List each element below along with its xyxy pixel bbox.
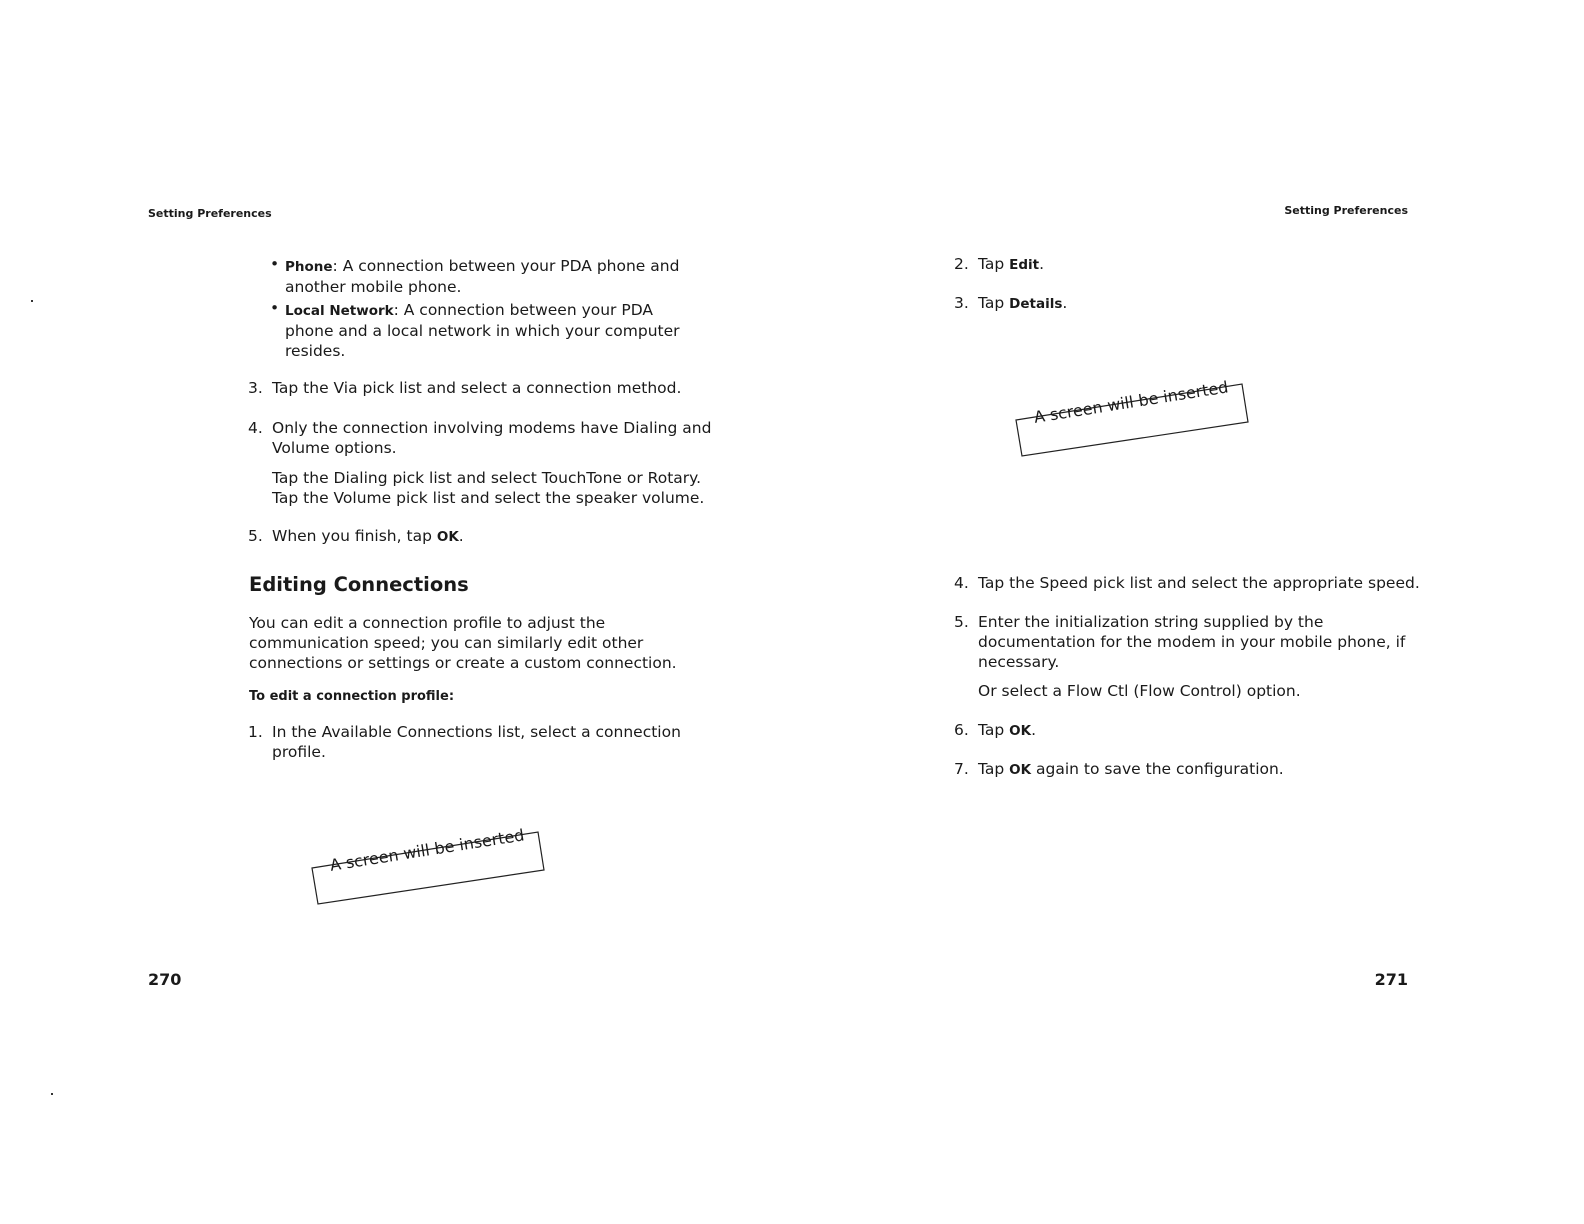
proc-step-1: [248, 722, 688, 762]
right-step-4: [954, 573, 1424, 593]
step-bold-term: Edit: [1009, 257, 1040, 273]
bullet-text: A connection between your PDA phone and a local network in which your computer resides.: [285, 301, 680, 360]
placeholder-text: A screen will be inserted: [328, 825, 526, 875]
bullet-phone: [270, 256, 710, 297]
step-number: 5.: [954, 613, 969, 631]
right-page-number: 271: [1374, 970, 1408, 989]
right-running-header: Setting Preferences: [1284, 204, 1408, 217]
step-suffix: .: [458, 527, 464, 545]
left-running-header: Setting Preferences: [148, 207, 272, 220]
step-bold-term: OK: [436, 529, 459, 545]
bullet-local-network: [270, 300, 690, 361]
step-text: Tap: [978, 721, 1010, 739]
step-number: 6.: [954, 721, 969, 739]
step-suffix: .: [1039, 255, 1045, 273]
bullet-marker: •: [270, 255, 280, 273]
step-note: Tap the Dialing pick list and select TouchTone or Rotary. Tap the Volume pick list and select the speaker volume.: [272, 469, 705, 507]
step-number: 7.: [954, 760, 969, 778]
bullet-label: Local Network: [285, 303, 394, 319]
step-number: 5.: [248, 527, 263, 545]
step-bold-term: OK: [1009, 762, 1032, 778]
screen-placeholder: [308, 826, 552, 906]
step-suffix: again to save the configuration.: [1031, 760, 1284, 778]
bullet-marker: •: [270, 299, 280, 317]
scan-mark: [31, 300, 33, 302]
step-note: Or select a Flow Ctl (Flow Control) option.: [978, 682, 1301, 700]
step-text: Tap: [978, 255, 1010, 273]
step-number: 4.: [248, 419, 263, 437]
screen-placeholder: [1012, 378, 1256, 458]
scan-mark: [51, 1093, 53, 1095]
step-suffix: .: [1062, 294, 1068, 312]
left-step-5: [248, 526, 718, 547]
step-number: 3.: [954, 294, 969, 312]
bullet-colon: :: [393, 301, 399, 319]
step-number: 1.: [248, 723, 263, 741]
placeholder-text: A screen will be inserted: [1032, 377, 1230, 427]
bullet-text: A connection between your PDA phone and another mobile phone.: [285, 257, 680, 296]
bullet-label: Phone: [285, 259, 333, 275]
step-text: In the Available Connections list, select a connection profile.: [272, 723, 681, 761]
right-step-7: [954, 759, 1394, 780]
step-text: When you finish, tap: [272, 527, 437, 545]
section-title: Editing Connections: [249, 573, 469, 596]
bullet-colon: :: [332, 257, 338, 275]
right-step-5: [954, 612, 1414, 701]
step-number: 2.: [954, 255, 969, 273]
step-text: Tap: [978, 294, 1010, 312]
step-bold-term: OK: [1009, 723, 1032, 739]
right-step-3: [954, 293, 1394, 314]
left-page-number: 270: [148, 970, 182, 989]
left-step-4: [248, 418, 718, 508]
step-number: 4.: [954, 574, 969, 592]
step-bold-term: Details: [1009, 296, 1063, 312]
procedure-title: To edit a connection profile:: [249, 689, 455, 704]
section-intro: You can edit a connection profile to adjust the communication speed; you can similarly edit other connections or settings or create a custom connection.: [249, 614, 677, 672]
right-step-6: [954, 720, 1394, 741]
left-step-3: [248, 378, 718, 398]
step-text: Tap: [978, 760, 1010, 778]
step-text: Only the connection involving modems have Dialing and Volume options.: [272, 419, 712, 457]
step-suffix: .: [1031, 721, 1037, 739]
step-text: Tap the Speed pick list and select the appropriate speed.: [978, 574, 1420, 592]
step-number: 3.: [248, 379, 263, 397]
step-text: Enter the initialization string supplied by the documentation for the modem in your mobile phone, if necessary.: [978, 613, 1406, 671]
step-text: Tap the Via pick list and select a connection method.: [272, 379, 682, 397]
right-step-2: [954, 254, 1394, 275]
